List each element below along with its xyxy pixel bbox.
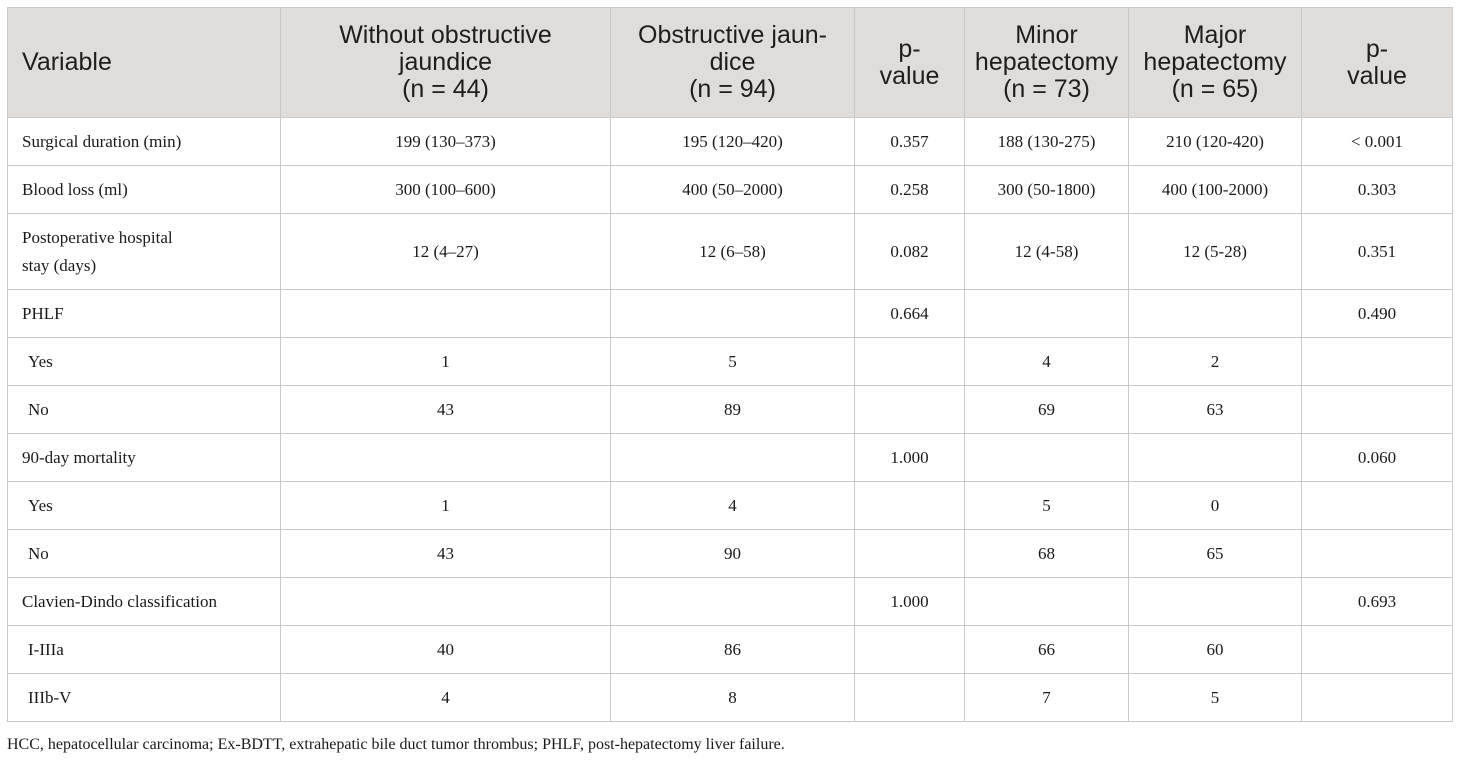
cell-variable: No [8,386,281,434]
cell-minor-hepatectomy: 188 (130-275) [965,118,1129,166]
cell-major-hepatectomy: 400 (100-2000) [1129,166,1302,214]
header-major-hepatectomy: Major hepatectomy (n = 65) [1129,8,1302,118]
table-row [8,338,1453,386]
cell-variable: No [8,530,281,578]
cell-p-value-hepatectomy: 0.060 [1302,434,1453,482]
table-row [8,434,1453,482]
cell-minor-hepatectomy: 7 [965,674,1129,722]
cell-p-value-jaundice [855,338,965,386]
cell-without-jaundice: 12 (4–27) [281,214,611,290]
cell-obstructive-jaundice: 12 (6–58) [611,214,855,290]
cell-p-value-jaundice: 0.082 [855,214,965,290]
table-row [8,482,1453,530]
cell-without-jaundice: 40 [281,626,611,674]
cell-major-hepatectomy: 12 (5-28) [1129,214,1302,290]
cell-obstructive-jaundice [611,434,855,482]
table-row [8,166,1453,214]
cell-minor-hepatectomy: 300 (50-1800) [965,166,1129,214]
cell-variable: Blood loss (ml) [8,166,281,214]
cell-without-jaundice: 1 [281,482,611,530]
cell-p-value-hepatectomy: 0.351 [1302,214,1453,290]
cell-p-value-jaundice: 1.000 [855,434,965,482]
cell-major-hepatectomy: 63 [1129,386,1302,434]
cell-variable: Postoperative hospital stay (days) [8,214,281,290]
cell-p-value-hepatectomy: < 0.001 [1302,118,1453,166]
cell-p-value-jaundice: 0.357 [855,118,965,166]
cell-minor-hepatectomy: 68 [965,530,1129,578]
cell-p-value-hepatectomy: 0.693 [1302,578,1453,626]
table-row [8,118,1453,166]
cell-without-jaundice [281,290,611,338]
header-obstructive-jaundice: Obstructive jaun- dice (n = 94) [611,8,855,118]
table-row [8,578,1453,626]
results-table-container [7,7,1452,722]
cell-major-hepatectomy: 2 [1129,338,1302,386]
cell-obstructive-jaundice: 8 [611,674,855,722]
cell-major-hepatectomy: 5 [1129,674,1302,722]
cell-p-value-jaundice [855,626,965,674]
cell-major-hepatectomy: 65 [1129,530,1302,578]
cell-p-value-jaundice [855,386,965,434]
cell-variable: Yes [8,482,281,530]
cell-variable: IIIb-V [8,674,281,722]
cell-obstructive-jaundice: 195 (120–420) [611,118,855,166]
cell-without-jaundice: 43 [281,530,611,578]
cell-without-jaundice: 300 (100–600) [281,166,611,214]
cell-obstructive-jaundice: 400 (50–2000) [611,166,855,214]
cell-p-value-hepatectomy: 0.490 [1302,290,1453,338]
cell-p-value-hepatectomy [1302,386,1453,434]
cell-variable: Yes [8,338,281,386]
cell-without-jaundice [281,434,611,482]
cell-major-hepatectomy [1129,434,1302,482]
cell-without-jaundice: 4 [281,674,611,722]
cell-p-value-jaundice: 0.258 [855,166,965,214]
cell-major-hepatectomy: 0 [1129,482,1302,530]
cell-without-jaundice: 199 (130–373) [281,118,611,166]
header-p-value-jaundice: p- value [855,8,965,118]
table-row [8,214,1453,290]
cell-major-hepatectomy [1129,578,1302,626]
cell-p-value-hepatectomy [1302,626,1453,674]
table-row [8,290,1453,338]
cell-minor-hepatectomy [965,290,1129,338]
cell-p-value-hepatectomy [1302,482,1453,530]
cell-p-value-jaundice [855,530,965,578]
cell-major-hepatectomy: 210 (120-420) [1129,118,1302,166]
cell-minor-hepatectomy: 12 (4-58) [965,214,1129,290]
cell-obstructive-jaundice: 4 [611,482,855,530]
cell-p-value-jaundice [855,674,965,722]
table-row [8,530,1453,578]
cell-variable: Clavien-Dindo classification [8,578,281,626]
cell-variable: Surgical duration (min) [8,118,281,166]
cell-p-value-jaundice: 0.664 [855,290,965,338]
table-row [8,386,1453,434]
header-without-obstructive-jaundice: Without obstructive jaundice (n = 44) [281,8,611,118]
cell-p-value-hepatectomy [1302,338,1453,386]
header-minor-hepatectomy: Minor hepatectomy (n = 73) [965,8,1129,118]
table-body [8,118,1453,722]
cell-without-jaundice: 43 [281,386,611,434]
cell-obstructive-jaundice [611,290,855,338]
cell-variable: 90-day mortality [8,434,281,482]
results-table [7,7,1453,722]
cell-without-jaundice [281,578,611,626]
cell-p-value-jaundice [855,482,965,530]
cell-p-value-hepatectomy [1302,530,1453,578]
cell-minor-hepatectomy [965,434,1129,482]
cell-major-hepatectomy: 60 [1129,626,1302,674]
cell-major-hepatectomy [1129,290,1302,338]
cell-without-jaundice: 1 [281,338,611,386]
cell-minor-hepatectomy: 66 [965,626,1129,674]
cell-minor-hepatectomy: 4 [965,338,1129,386]
cell-variable: PHLF [8,290,281,338]
cell-p-value-hepatectomy [1302,674,1453,722]
cell-obstructive-jaundice: 90 [611,530,855,578]
cell-p-value-jaundice: 1.000 [855,578,965,626]
cell-obstructive-jaundice [611,578,855,626]
header-row [8,8,1453,118]
table-row [8,674,1453,722]
cell-minor-hepatectomy: 5 [965,482,1129,530]
cell-obstructive-jaundice: 89 [611,386,855,434]
cell-obstructive-jaundice: 5 [611,338,855,386]
header-p-value-hepatectomy: p- value [1302,8,1453,118]
table-row [8,626,1453,674]
table-footnote: HCC, hepatocellular carcinoma; Ex-BDTT, extrahepatic bile duct tumor thrombus; PHLF, post-hepatectomy liver failure. [7,736,785,753]
cell-obstructive-jaundice: 86 [611,626,855,674]
header-variable: Variable [8,8,281,118]
cell-minor-hepatectomy [965,578,1129,626]
cell-p-value-hepatectomy: 0.303 [1302,166,1453,214]
cell-minor-hepatectomy: 69 [965,386,1129,434]
cell-variable: I-IIIa [8,626,281,674]
